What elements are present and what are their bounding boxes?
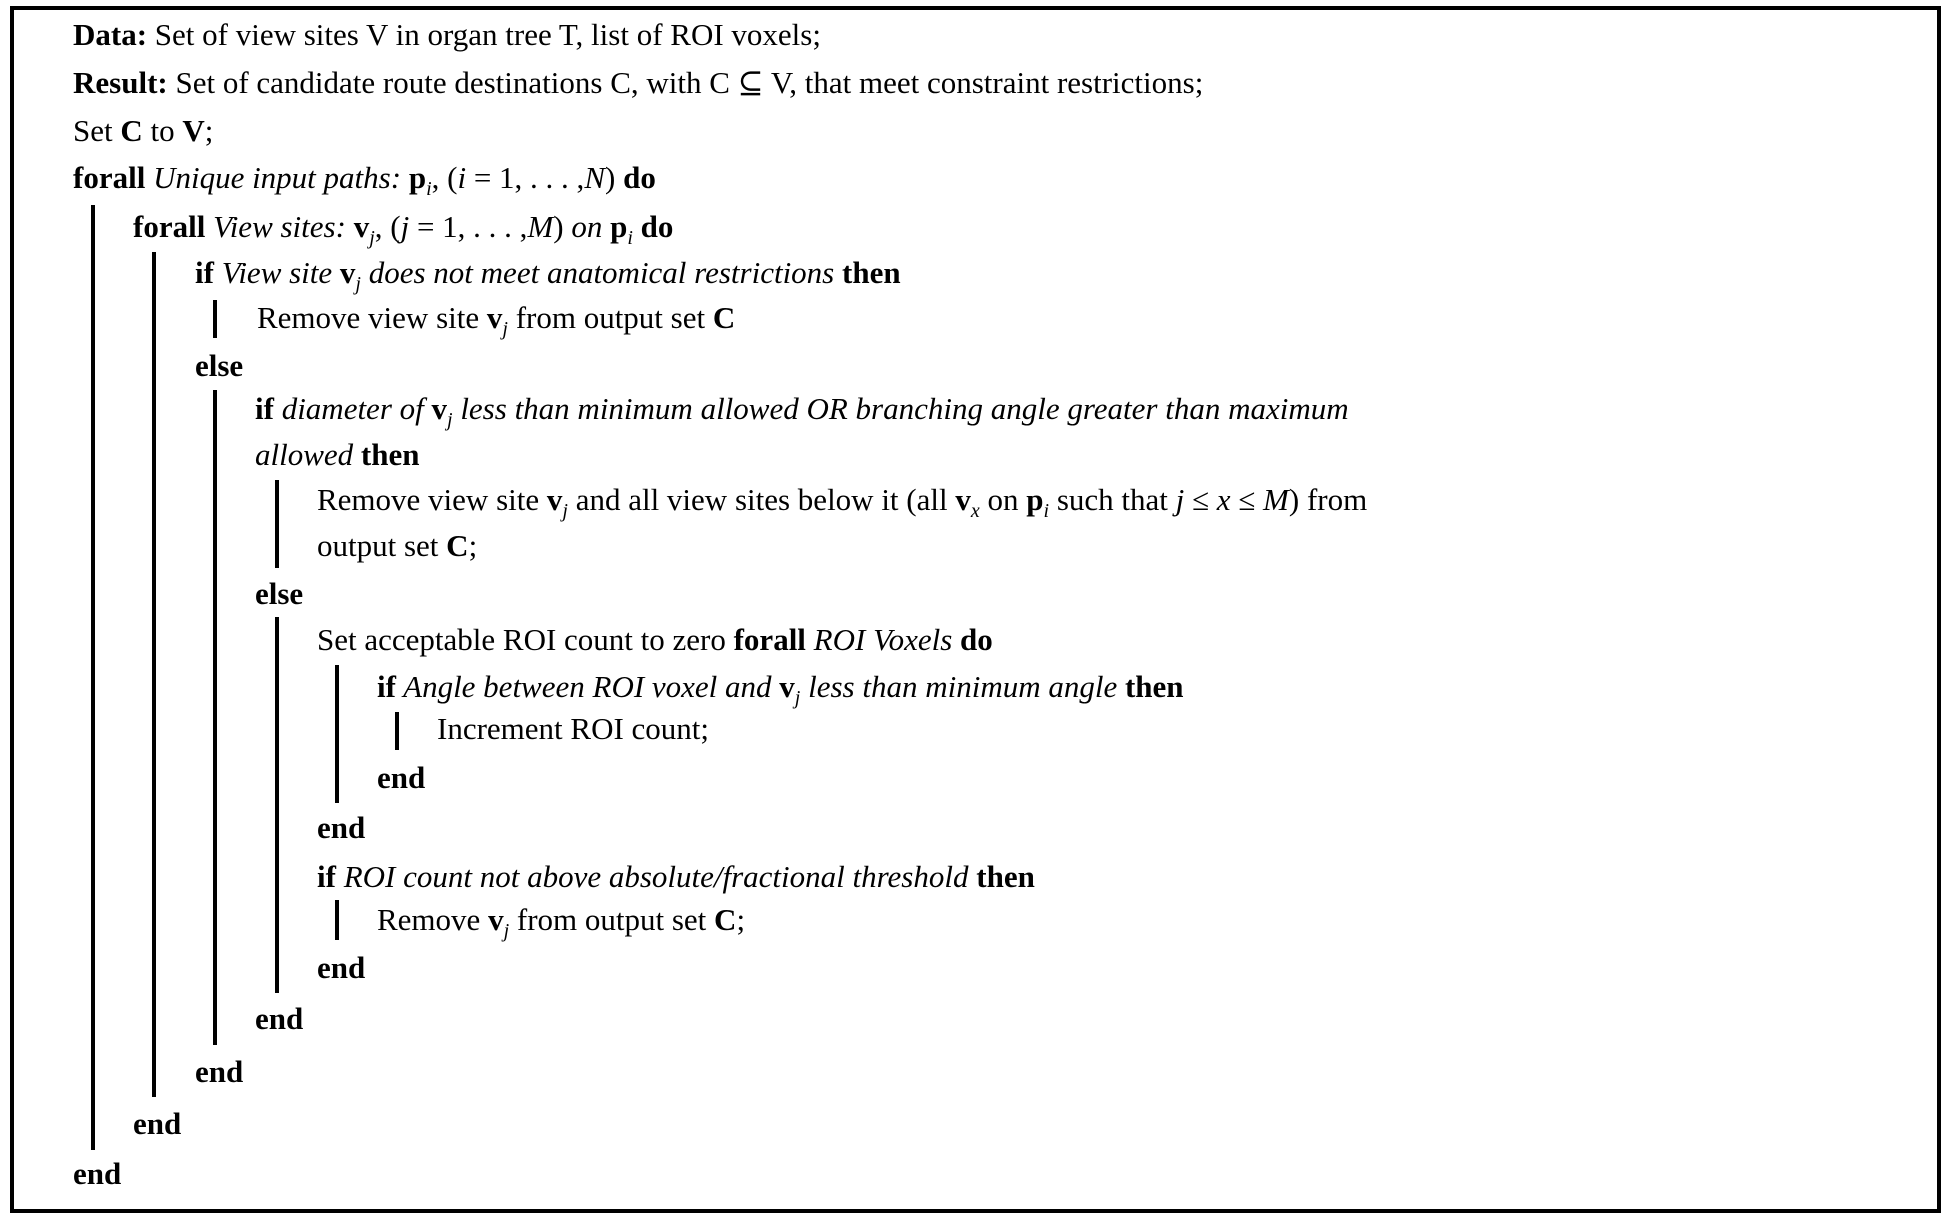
text: M: [1263, 482, 1289, 517]
text: diameter of: [273, 391, 432, 426]
data-line: [73, 15, 821, 55]
algo-line-end-if-anatomical: [195, 1052, 243, 1092]
keyword: if: [317, 859, 336, 894]
algo-line-if-diameter-1: [255, 389, 1349, 432]
algo-line-end-forall-paths: [73, 1154, 121, 1194]
algo-line-remove-below-2: [317, 526, 477, 566]
keyword: then: [976, 859, 1035, 894]
subscript: i: [1043, 500, 1050, 523]
text: ≤: [1184, 482, 1217, 517]
subscript: j: [794, 687, 801, 710]
indent-bar-forall-paths: [91, 205, 95, 1150]
keyword: end: [133, 1106, 182, 1141]
text: Remove: [377, 902, 489, 937]
algo-line-remove-below-1: [317, 480, 1368, 523]
text: , (: [374, 209, 401, 244]
algo-line-increment: [437, 709, 709, 749]
text: Unique input paths:: [145, 160, 409, 195]
text: M: [527, 209, 554, 244]
algo-line-end-forall-sites: [133, 1104, 181, 1144]
text: Set acceptable ROI count to zero: [317, 622, 734, 657]
text: p: [610, 209, 628, 244]
text: p: [408, 160, 427, 195]
algo-line-end-forall-voxels: [317, 808, 365, 848]
algo-line-forall-sites: [133, 207, 674, 250]
indent-bar-if-diameter: [275, 480, 279, 568]
text: ≤: [1230, 482, 1264, 517]
algo-line-remove-site: [257, 298, 736, 341]
text: v: [353, 209, 370, 244]
text: ;: [736, 902, 746, 937]
text: = 1, . . . ,: [466, 160, 585, 195]
algo-line-end-if-diameter: [255, 999, 303, 1039]
text: from output set: [509, 902, 715, 937]
text: allowed: [255, 437, 354, 472]
algo-line-else-2: [255, 574, 303, 614]
keyword: end: [73, 1156, 122, 1191]
text: V: [182, 113, 205, 148]
keyword: end: [377, 760, 426, 795]
text: v: [779, 669, 795, 704]
text: x: [1216, 482, 1231, 517]
keyword: forall: [733, 622, 806, 657]
algo-line-if-threshold: [317, 857, 1035, 897]
text: does not meet anatomical restrictions: [360, 255, 842, 290]
text: ;: [204, 113, 214, 148]
keyword: do: [960, 622, 993, 657]
text: C: [120, 113, 143, 148]
text: Angle between ROI voxel and: [395, 669, 780, 704]
subscript: j: [562, 500, 568, 523]
text: , (: [431, 160, 458, 195]
algo-line-else-1: [195, 346, 243, 386]
text: Increment ROI count;: [437, 711, 710, 746]
text: from output set: [507, 300, 713, 335]
algo-line-end-if-angle: [377, 758, 425, 798]
text: Remove view site: [317, 482, 547, 517]
text: C: [446, 528, 469, 563]
indent-bar-if-angle: [395, 712, 399, 750]
text: C: [714, 902, 737, 937]
text: p: [1026, 482, 1044, 517]
text: output set: [317, 528, 447, 563]
text: less than minimum allowed OR branching angle greater than maximum: [452, 391, 1349, 426]
text: less than minimum angle: [800, 669, 1125, 704]
keyword: end: [317, 950, 366, 985]
subscript: j: [355, 273, 361, 296]
text: View sites:: [205, 209, 354, 244]
keyword: then: [1124, 669, 1184, 704]
text: = 1, . . . ,: [409, 209, 528, 244]
keyword: then: [842, 255, 901, 290]
algo-line-remove-vj: [377, 900, 746, 943]
text: v: [546, 482, 563, 517]
algo-line-set-count: [317, 620, 993, 660]
keyword: then: [360, 437, 420, 472]
keyword: end: [317, 810, 366, 845]
indent-bar-else-1: [213, 390, 217, 1045]
keyword: do: [623, 160, 656, 195]
keyword: end: [255, 1001, 304, 1036]
text: [633, 209, 641, 244]
text: Remove view site: [257, 300, 487, 335]
algo-line-if-anatomical: [195, 253, 901, 296]
result-line: [73, 63, 1203, 103]
keyword: if: [255, 391, 274, 426]
indent-bar-else-2: [275, 617, 279, 993]
text: on: [979, 482, 1027, 517]
text: ): [605, 160, 624, 195]
text: v: [955, 482, 971, 517]
text: i: [457, 160, 467, 195]
text: Set: [73, 113, 121, 148]
text: v: [486, 300, 503, 335]
text: on: [571, 209, 611, 244]
indent-bar-if-anatomical: [213, 300, 217, 338]
indent-bar-forall-voxels: [335, 665, 339, 803]
subscript: j: [503, 920, 510, 943]
text: j: [400, 209, 410, 244]
text: N: [584, 160, 605, 195]
text: ;: [468, 528, 478, 563]
algo-line-if-diameter-2: [255, 435, 420, 475]
keyword: if: [377, 669, 396, 704]
algo-line-end-if-threshold: [317, 948, 365, 988]
algo-line-forall-paths: [73, 158, 656, 201]
text: ROI count not above absolute/fractional threshold: [335, 859, 977, 894]
text: j: [1175, 482, 1185, 517]
subscript: j: [369, 227, 375, 250]
text: ): [553, 209, 572, 244]
text: v: [339, 255, 356, 290]
data-label: Data:: [73, 17, 148, 52]
text: v: [431, 391, 447, 426]
text: [353, 437, 361, 472]
text: to: [142, 113, 183, 148]
keyword: forall: [73, 160, 146, 195]
keyword: forall: [133, 209, 206, 244]
text: ROI Voxels: [805, 622, 961, 657]
subscript: x: [970, 500, 980, 523]
keyword: do: [640, 209, 674, 244]
text: C: [712, 300, 736, 335]
keyword: else: [195, 348, 244, 383]
keyword: if: [195, 255, 214, 290]
indent-bar-if-threshold: [335, 900, 339, 940]
keyword: else: [255, 576, 304, 611]
text: v: [488, 902, 504, 937]
subscript: j: [502, 318, 508, 341]
data-text: Set of view sites V in organ tree T, list of ROI voxels;: [154, 17, 821, 52]
subscript: i: [426, 178, 432, 201]
algo-line-if-angle: [377, 667, 1184, 710]
text: and all view sites below it (all: [567, 482, 956, 517]
text: such that: [1049, 482, 1176, 517]
subscript: j: [447, 409, 453, 432]
result-label: Result:: [73, 65, 168, 100]
indent-bar-forall-sites: [152, 252, 156, 1097]
keyword: end: [195, 1054, 244, 1089]
text: View site: [213, 255, 340, 290]
algo-line-init: [73, 111, 213, 151]
text: ) from: [1288, 482, 1368, 517]
result-text: Set of candidate route destinations C, with C ⊆ V, that meet constraint restrictions;: [175, 65, 1204, 100]
subscript: i: [627, 227, 633, 250]
